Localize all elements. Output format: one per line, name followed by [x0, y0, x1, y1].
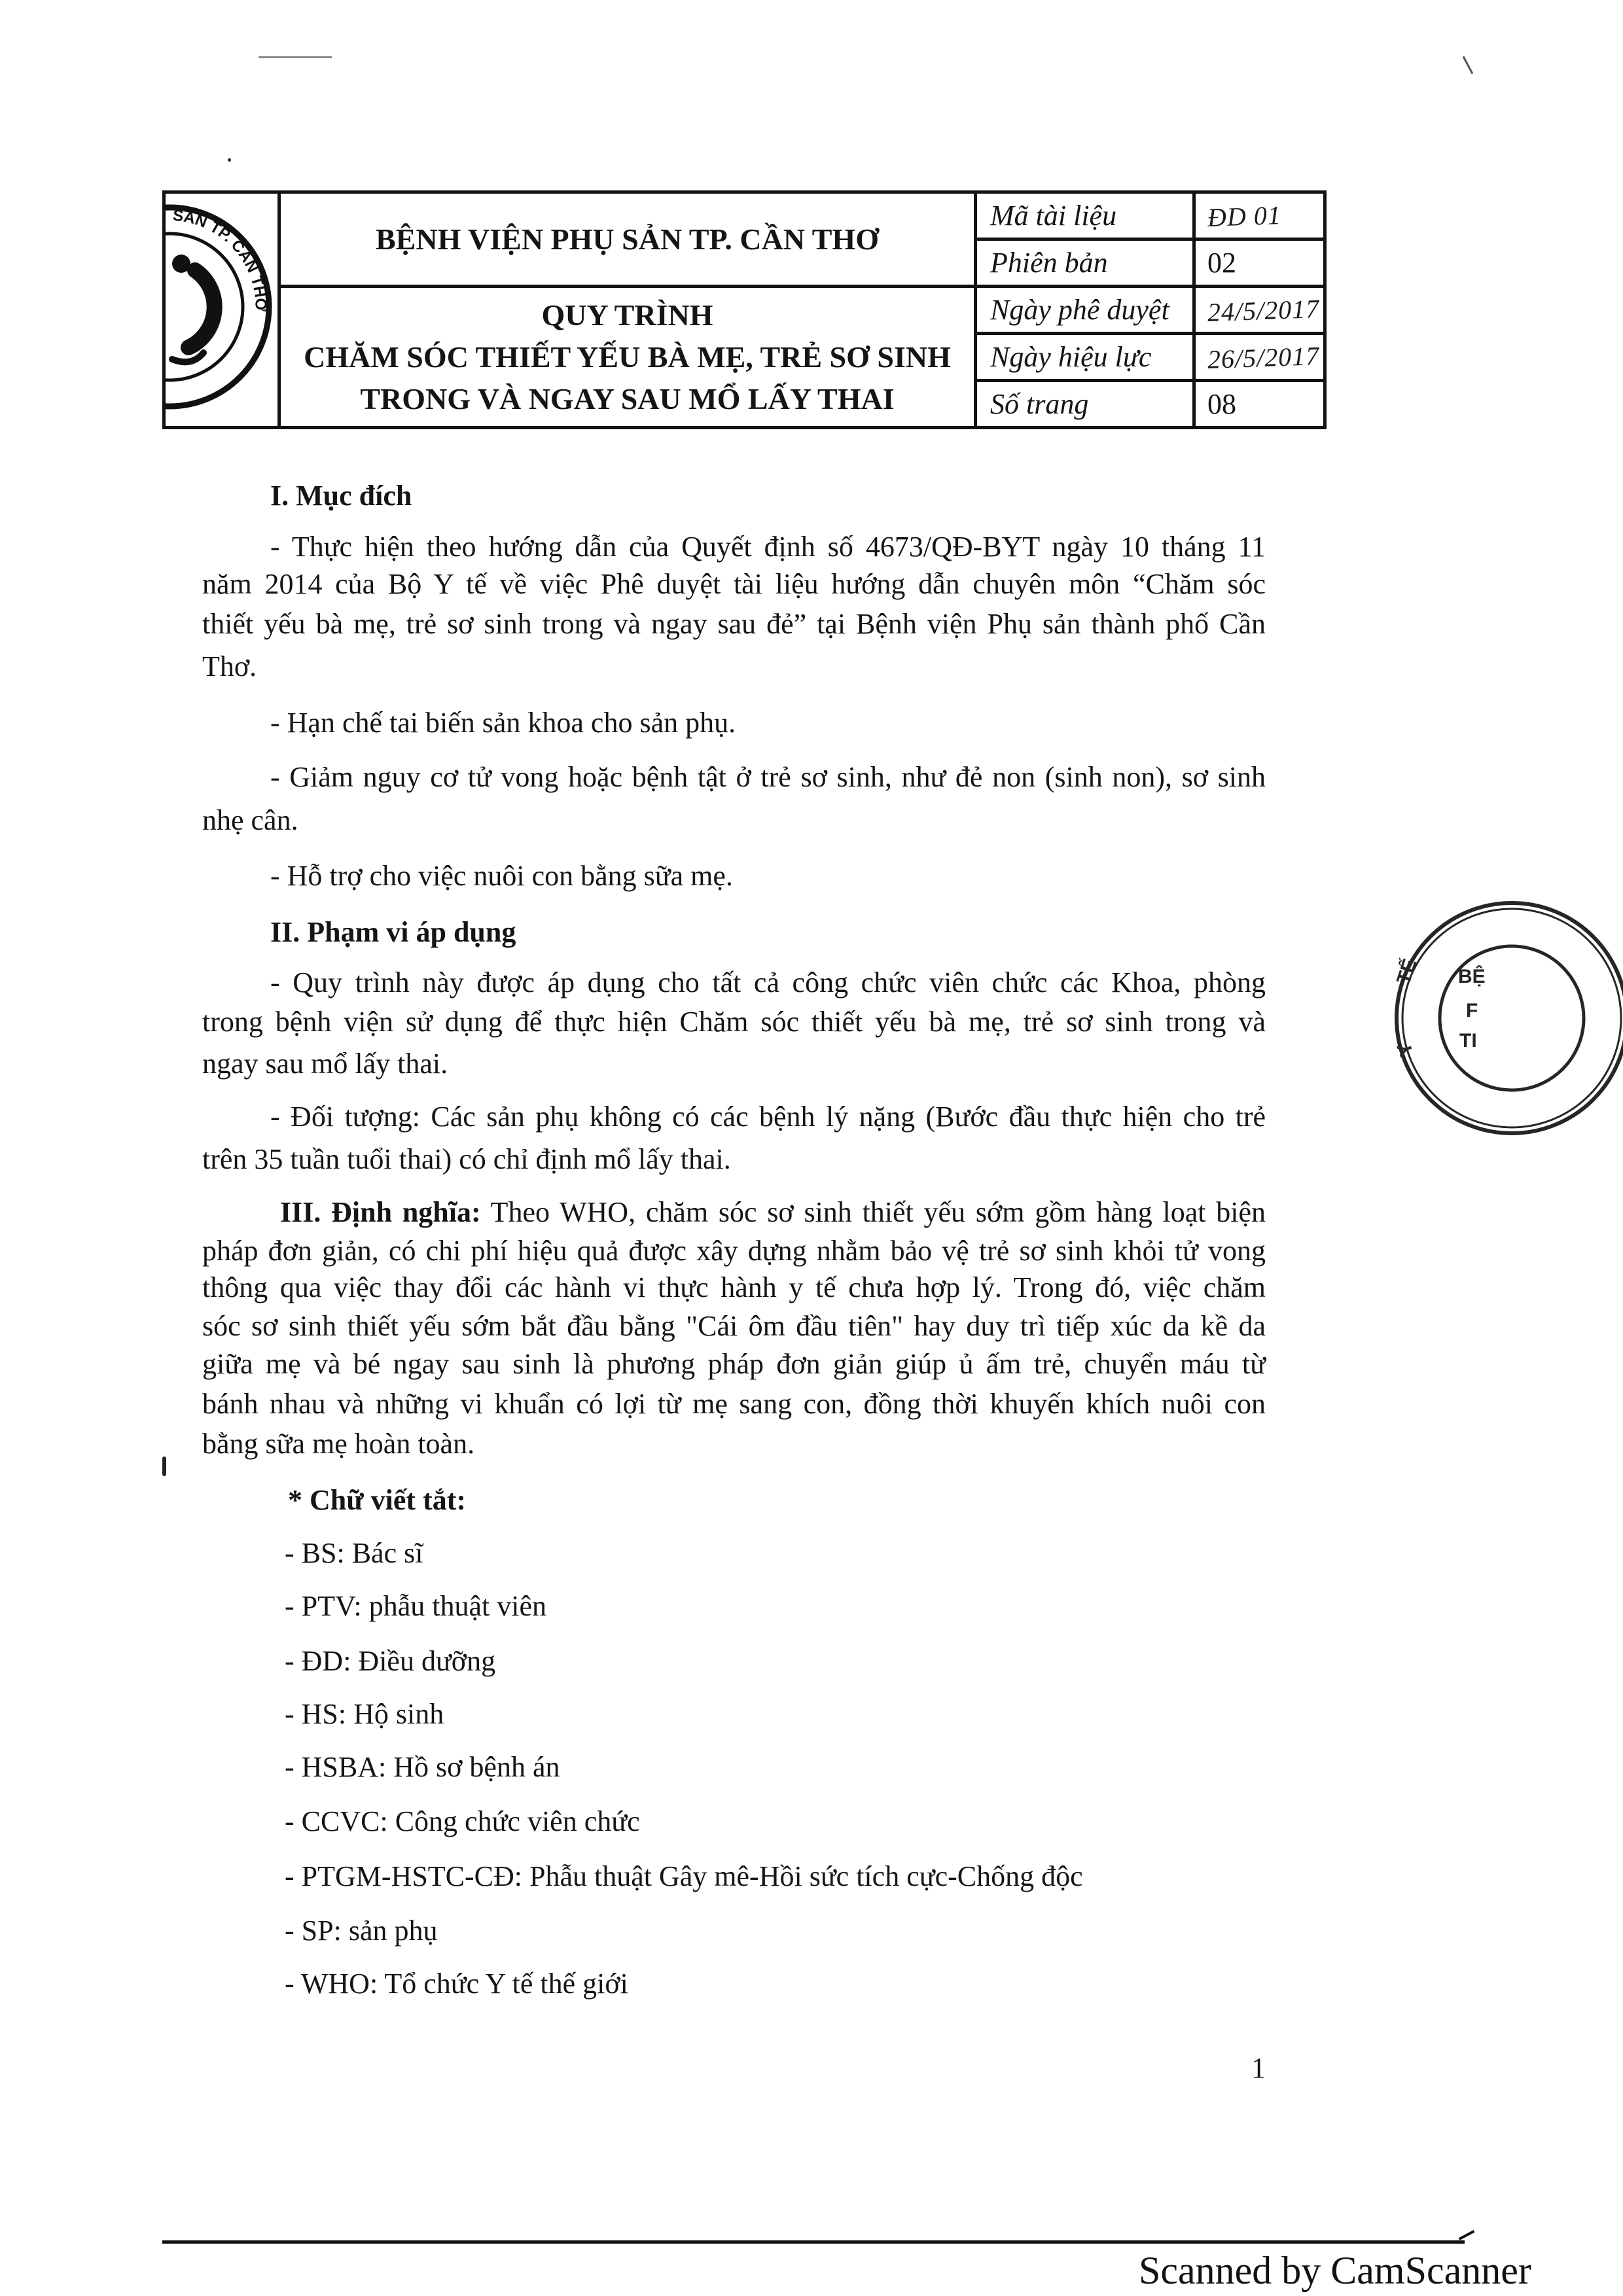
official-stamp — [1374, 890, 1623, 1152]
hospital-name: BỆNH VIỆN PHỤ SẢN TP. CẦN THƠ — [279, 192, 976, 287]
abbreviation-item: - PTV: phẫu thuật viên — [285, 1590, 546, 1622]
document-title — [279, 287, 976, 428]
abbreviation-item: - CCVC: Công chức viên chức — [285, 1805, 640, 1837]
section-1-line: - Hạn chế tai biến sản khoa cho sản phụ. — [270, 707, 736, 739]
section-1-line: thiết yếu bà mẹ, trẻ sơ sinh trong và ngay sau đẻ” tại Bệnh viện Phụ sản thành phố Cần — [202, 608, 1266, 640]
section-1-line: - Hỗ trợ cho việc nuôi con bằng sữa mẹ. — [270, 860, 733, 892]
footer-rule — [162, 2240, 1465, 2244]
meta-value-effective-date — [1194, 334, 1325, 381]
section-3-title: III. Định nghĩa: — [280, 1196, 481, 1228]
section-1-line: - Giảm nguy cơ tử vong hoặc bệnh tật ở trẻ sơ sinh, như đẻ non (sinh non), sơ sinh — [270, 761, 1266, 793]
section-2-line: ngay sau mổ lấy thai. — [202, 1048, 448, 1080]
section-2-title: II. Phạm vi áp dụng — [270, 916, 516, 948]
section-1-line: - Thực hiện theo hướng dẫn của Quyết định số 4673/QĐ-BYT ngày 10 tháng 11 — [270, 531, 1266, 563]
scan-mark-dot — [228, 158, 231, 162]
handwritten-approval-date: 24/5/2017 — [1207, 294, 1320, 327]
scanner-watermark: Scanned by CamScanner — [1139, 2249, 1531, 2292]
document-header-table — [162, 190, 1327, 429]
meta-label-page-count: Số trang — [976, 381, 1194, 428]
handwritten-effective-date: 26/5/2017 — [1207, 341, 1320, 374]
meta-value-page-count: 08 — [1194, 381, 1325, 428]
section-3-line: bánh nhau và những vi khuẩn có lợi từ mẹ sang con, đồng thời khuyến khích nuôi con — [202, 1388, 1266, 1420]
stamp-text: TI — [1459, 1030, 1477, 1051]
abbreviation-item: - HS: Hộ sinh — [285, 1698, 444, 1730]
handwritten-doc-code: ĐD 01 — [1207, 200, 1282, 232]
section-2-line: trên 35 tuần tuổi thai) có chỉ định mổ lấy thai. — [202, 1143, 731, 1175]
document-title-line: QUY TRÌNH — [541, 298, 713, 332]
stamp-text: F — [1466, 1000, 1478, 1021]
document-title-line: CHĂM SÓC THIẾT YẾU BÀ MẸ, TRẺ SƠ SINH — [304, 340, 951, 374]
scan-mark-left — [162, 1457, 166, 1476]
section-3-line: sóc sơ sinh thiết yếu sớm bắt đầu bằng "Cái ôm đầu tiên" hay duy trì tiếp xúc da kề da — [202, 1310, 1266, 1342]
section-3-line: Theo WHO, chăm sóc sơ sinh thiết yếu sớm gồm hàng loạt biện — [490, 1196, 1266, 1228]
section-1-line: năm 2014 của Bộ Y tế về việc Phê duyệt tài liệu hướng dẫn chuyên môn “Chăm sóc — [202, 568, 1266, 600]
page-number: 1 — [1251, 2052, 1266, 2084]
scan-mark-slash — [1463, 56, 1474, 75]
section-2-line: - Quy trình này được áp dụng cho tất cả công chức viên chức các Khoa, phòng — [270, 966, 1266, 998]
logo-ring-text: SẢN TP. CẦN THƠ — [171, 206, 270, 311]
abbreviation-item: - PTGM-HSTC-CĐ: Phẫu thuật Gây mê-Hồi sức tích cực-Chống độc — [285, 1860, 1083, 1892]
abbreviation-item: - WHO: Tổ chức Y tế thế giới — [285, 1968, 628, 2000]
section-3-line: pháp đơn giản, có chi phí hiệu quả được xây dựng nhằm bảo vệ trẻ sơ sinh khỏi tử vong — [202, 1235, 1266, 1267]
meta-label-version: Phiên bản — [976, 239, 1194, 287]
abbreviation-item: - BS: Bác sĩ — [285, 1537, 423, 1569]
document-title-line: TRONG VÀ NGAY SAU MỔ LẤY THAI — [360, 381, 895, 415]
stamp-text: BỆ — [1458, 966, 1486, 987]
abbreviations-title: * Chữ viết tắt: — [288, 1484, 467, 1516]
hospital-logo — [166, 196, 274, 425]
meta-value-doc-code — [1194, 192, 1325, 239]
section-1-line: Thơ. — [202, 650, 257, 682]
section-3-first-line — [280, 1194, 1266, 1231]
logo-cell — [164, 192, 279, 428]
stamp-text: Y — [1393, 1039, 1418, 1059]
abbreviation-item: - SP: sản phụ — [285, 1915, 438, 1947]
abbreviation-item: - HSBA: Hồ sơ bệnh án — [285, 1751, 560, 1783]
scan-mark-top-line — [259, 56, 332, 58]
abbreviation-item: - ĐD: Điều dưỡng — [285, 1645, 496, 1677]
section-3-line: giữa mẹ và bé ngay sau sinh là phương pháp đơn giản giúp ủ ấm trẻ, chuyển máu từ — [202, 1348, 1266, 1380]
meta-label-approval-date: Ngày phê duyệt — [976, 287, 1194, 334]
section-3-line: thông qua việc thay đổi các hành vi thực hành y tế chưa hợp lý. Trong đó, việc chăm — [202, 1271, 1266, 1303]
meta-value-version: 02 — [1194, 239, 1325, 287]
section-1-line: nhẹ cân. — [202, 804, 298, 836]
footer-rule-tick — [1459, 2230, 1475, 2240]
stamp-text: TẾ — [1393, 956, 1421, 987]
section-3-line: bằng sữa mẹ hoàn toàn. — [202, 1428, 475, 1460]
meta-value-approval-date — [1194, 287, 1325, 334]
section-1-title: I. Mục đích — [270, 480, 412, 512]
section-2-line: trong bệnh viện sử dụng để thực hiện Chăm sóc thiết yếu bà mẹ, trẻ sơ sinh trong và — [202, 1006, 1266, 1038]
meta-label-doc-code: Mã tài liệu — [976, 192, 1194, 239]
section-2-line: - Đối tượng: Các sản phụ không có các bệnh lý nặng (Bước đầu thực hiện cho trẻ — [270, 1101, 1266, 1133]
meta-label-effective-date: Ngày hiệu lực — [976, 334, 1194, 381]
